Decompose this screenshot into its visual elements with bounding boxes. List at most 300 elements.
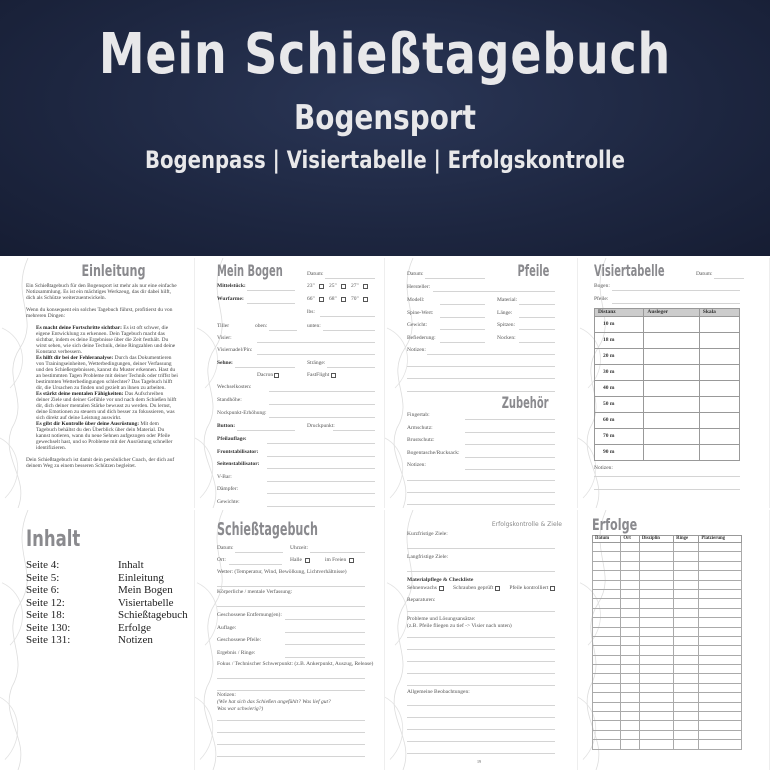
table-row	[593, 561, 742, 570]
benefit-item	[36, 355, 178, 391]
benefit-text: Mit dem Tagebuch behältst du den Überblick über dein Material. Du kannst notieren, wann du neue Sehnen aufgezogen oder Pfeile gewechselt hast, und so Probleme mit der Ausrüstung schneller identifizieren.	[36, 421, 173, 451]
toc-page: Seite 6:	[26, 584, 60, 596]
skala-cell	[699, 429, 739, 445]
field-label: Datum:	[407, 271, 424, 277]
table-cell	[593, 646, 621, 655]
ausleger-cell	[644, 445, 699, 461]
write-line	[269, 330, 297, 331]
field-label: Länge:	[497, 309, 513, 316]
table-cell	[621, 599, 639, 608]
checkbox-icon	[363, 284, 368, 289]
table-cell	[674, 552, 699, 561]
checkbox-icon	[319, 284, 324, 289]
write-line	[519, 329, 555, 330]
intro-paragraph: Ein Schießtagebuch für den Bogensport ist mehr als nur eine einfache Notizsammlung. Es ist ein mächtiges Werkzeug, das dir dabei hilft, dich als Schütze weiterzuentwickeln.	[26, 283, 177, 301]
ausleger-cell	[644, 413, 699, 429]
button-label: Button:	[217, 423, 236, 429]
field-label: Halle	[290, 557, 302, 563]
table-cell	[674, 674, 699, 683]
table-cell	[593, 683, 621, 692]
column-header: Ringe	[674, 536, 699, 543]
page-title: Mein Bogen	[217, 261, 283, 280]
table-cell	[699, 683, 742, 692]
table-cell	[674, 730, 699, 739]
write-line	[440, 329, 485, 330]
field-label: Notizen:	[407, 347, 426, 353]
field-label: Seitenstabilisator:	[217, 461, 260, 467]
table-cell	[699, 599, 742, 608]
table-cell	[674, 646, 699, 655]
checklist-label: Pfeile kontrolliert	[509, 585, 549, 591]
table-cell	[593, 571, 621, 580]
sehne-label: Sehne:	[217, 360, 233, 366]
table-cell	[699, 730, 742, 739]
table-row	[593, 730, 742, 739]
write-line	[327, 367, 375, 368]
field-label: Kurzfristige Ziele:	[407, 531, 448, 537]
field-label: Notizen:	[407, 462, 426, 468]
ausleger-cell	[644, 397, 699, 413]
field-label: Bogen:	[594, 283, 610, 289]
table-cell	[621, 683, 639, 692]
table-cell	[621, 636, 639, 645]
cover-banner	[0, 0, 770, 256]
skala-cell	[699, 349, 739, 365]
ausleger-cell	[644, 333, 699, 349]
page-title: Erfolge	[592, 515, 638, 534]
table-cell	[593, 636, 621, 645]
toc-label: Mein Bogen	[118, 584, 173, 596]
column-header: Skala	[699, 309, 739, 317]
distance-cell: 20 m	[595, 349, 644, 365]
write-line	[237, 430, 295, 431]
size-option: 70"	[351, 296, 359, 302]
page-title: Pfeile	[517, 261, 549, 280]
field-label: Befiederung:	[407, 334, 436, 341]
write-line	[407, 637, 555, 638]
skala-cell	[699, 381, 739, 397]
write-line	[217, 678, 365, 679]
benefit-heading: Es hilft dir bei der Fehleranalyse:	[36, 355, 114, 361]
druckpunkt-label: Druckpunkt:	[307, 423, 335, 429]
table-cell	[674, 693, 699, 702]
column-header: Datum	[593, 536, 621, 543]
write-line	[407, 611, 555, 612]
checkbox-icon	[550, 586, 555, 591]
table-cell	[699, 721, 742, 730]
table-cell	[699, 702, 742, 711]
toc-page: Seite 5:	[26, 571, 60, 584]
field-label: Spitzen:	[497, 322, 516, 328]
table-row	[595, 349, 740, 365]
checkbox-icon	[439, 586, 444, 591]
page-einleitung	[0, 258, 195, 508]
table-cell	[621, 674, 639, 683]
field-label: Frontstabilisator:	[217, 448, 259, 455]
table-cell	[699, 740, 742, 749]
unten-label: unten:	[307, 323, 321, 329]
toc-page: Seite 18:	[26, 609, 65, 621]
write-line	[425, 278, 485, 279]
table-cell	[639, 646, 673, 655]
table-cell	[593, 589, 621, 598]
field-label: Pfeile:	[594, 296, 609, 302]
table-cell	[639, 683, 673, 692]
ausleger-cell	[644, 365, 699, 381]
size-option: 27"	[351, 283, 359, 289]
distance-cell: 60 m	[595, 413, 644, 429]
write-line	[440, 342, 485, 343]
field-label: Mittelstück:	[217, 283, 246, 289]
section-heading: Materialpflege & Checkliste	[407, 577, 474, 583]
write-line	[465, 469, 555, 470]
column-header: Ort	[621, 536, 639, 543]
field-label: Wurfarme:	[217, 296, 244, 302]
table-cell	[674, 561, 699, 570]
field-label: Langfristige Ziele:	[407, 554, 449, 560]
table-cell	[674, 580, 699, 589]
table-cell	[674, 636, 699, 645]
page-title: Visiertabelle	[594, 261, 665, 280]
checkbox-icon	[319, 297, 324, 302]
checkbox-icon	[331, 373, 336, 378]
table-cell	[674, 702, 699, 711]
field-label: im Freien	[325, 557, 347, 563]
field-label: Datum:	[217, 545, 234, 551]
write-line	[407, 741, 555, 742]
table-cell	[593, 693, 621, 702]
table-cell	[639, 655, 673, 664]
write-line	[407, 504, 555, 505]
table-cell	[639, 599, 673, 608]
write-line	[285, 644, 365, 645]
tiller-label: Tiller	[217, 323, 230, 329]
table-row	[593, 655, 742, 664]
write-line	[465, 457, 555, 458]
table-cell	[674, 655, 699, 664]
table-cell	[674, 683, 699, 692]
table-header-row	[595, 309, 740, 317]
table-cell	[699, 665, 742, 674]
field-label: Brustschutz:	[407, 437, 435, 443]
table-cell	[699, 580, 742, 589]
write-line	[519, 317, 555, 318]
write-line	[247, 290, 295, 291]
page-title: Erfolgskontrolle & Ziele	[491, 521, 562, 528]
field-label: V-Bar:	[217, 473, 232, 480]
table-cell	[593, 580, 621, 589]
column-header: Distanz	[595, 309, 644, 317]
table-cell	[674, 599, 699, 608]
field-label: Gewicht:	[407, 322, 428, 328]
page-number: 19	[477, 759, 481, 764]
table-cell	[674, 712, 699, 721]
write-line	[407, 391, 555, 392]
field-label: Visiernadel/Pin:	[217, 347, 253, 353]
page-mein-bogen	[195, 258, 385, 508]
benefit-list	[26, 325, 178, 451]
table-cell	[593, 552, 621, 561]
table-cell	[593, 599, 621, 608]
ausleger-cell	[644, 349, 699, 365]
write-line	[407, 571, 555, 572]
table-cell	[639, 674, 673, 683]
write-line	[594, 476, 740, 477]
write-line	[269, 391, 375, 392]
toc-label: Erfolge	[118, 621, 151, 634]
lbs-label: lbs:	[307, 309, 315, 315]
table-cell	[699, 693, 742, 702]
table-cell	[674, 740, 699, 749]
table-cell	[593, 608, 621, 617]
write-line	[257, 354, 375, 355]
table-cell	[674, 571, 699, 580]
write-line	[594, 489, 740, 490]
field-label: Visier:	[217, 335, 232, 341]
table-cell	[593, 721, 621, 730]
distance-cell: 30 m	[595, 365, 644, 381]
sight-table	[594, 308, 740, 461]
skala-cell	[699, 365, 739, 381]
notes-hint: (Wie hat sich das Schießen angefühlt? Was lief gut?	[217, 699, 331, 705]
datum-label: Datum:	[307, 271, 324, 277]
field-label: Wetter: (Temperatur, Wind, Bewölkung, Lichtverhältnisse)	[217, 569, 347, 575]
toc-page: Seite 131:	[26, 634, 71, 646]
distance-cell: 18 m	[595, 333, 644, 349]
benefit-heading: Es gibt dir Kontrolle über deine Ausrüstung:	[36, 421, 140, 427]
ausleger-cell	[644, 317, 699, 333]
table-cell	[699, 571, 742, 580]
toc-label: Inhalt	[118, 559, 144, 571]
table-row	[593, 721, 742, 730]
table-row	[595, 317, 740, 333]
write-line	[247, 303, 295, 304]
write-line	[217, 756, 365, 757]
hint-text: (z.B. Pfeile fliegen zu tief -> Visier nach unten)	[407, 623, 512, 629]
oben-label: oben:	[255, 323, 268, 329]
field-label: Notizen:	[217, 692, 236, 698]
write-line	[217, 744, 365, 745]
table-cell	[699, 712, 742, 721]
write-line	[217, 720, 365, 721]
skala-cell	[699, 317, 739, 333]
table-cell	[621, 721, 639, 730]
table-row	[593, 571, 742, 580]
table-cell	[593, 674, 621, 683]
field-label: Körperliche / mentale Verfassung:	[217, 589, 293, 595]
table-row	[595, 413, 740, 429]
write-line	[269, 404, 375, 405]
table-header-row	[593, 536, 742, 543]
table-row	[593, 636, 742, 645]
table-cell	[621, 730, 639, 739]
notes-hint: Was war schwierig?)	[217, 706, 264, 712]
benefit-heading: Es stärkt deine mentalen Fähigkeiten:	[36, 391, 124, 397]
table-cell	[639, 589, 673, 598]
checklist-row	[407, 586, 555, 592]
benefit-text: Durch das Dokumentieren von Trainingseinheiten, Wetterbedingungen, deiner Verfassung und den Schießergebnissen, kannst du Muster erkennen. Hast du an bestimmten Tagen Probleme mit deiner Technik oder triffst bei bestimmten Wetterbedingungen schlechter? Das Tagebuch hilft dir, die Ursachen zu finden und gezielt an ihnen zu arbeiten.	[36, 355, 178, 391]
table-cell	[699, 674, 742, 683]
toc-page: Seite 130:	[26, 621, 71, 634]
field-label: Hersteller:	[407, 284, 431, 290]
table-row	[593, 543, 742, 552]
table-cell	[593, 665, 621, 674]
table-cell	[621, 561, 639, 570]
toc-page: Seite 4:	[26, 559, 60, 571]
book-title: Mein Schießtagebuch	[98, 22, 672, 87]
distance-cell: 90 m	[595, 445, 644, 461]
field-label: Ort:	[217, 557, 226, 563]
field-label: Geschossene Pfeile:	[217, 637, 262, 643]
table-cell	[674, 665, 699, 674]
field-label: Ergebnis / Ringe:	[217, 649, 256, 656]
table-cell	[621, 543, 639, 552]
table-row	[595, 381, 740, 397]
table-cell	[639, 702, 673, 711]
distance-cell: 50 m	[595, 397, 644, 413]
write-line	[217, 690, 365, 691]
table-row	[593, 693, 742, 702]
field-label: Gewichte:	[217, 498, 240, 505]
toc-page: Seite 12:	[26, 596, 65, 609]
table-cell	[593, 702, 621, 711]
ausleger-cell	[644, 429, 699, 445]
write-line	[612, 290, 740, 291]
write-line	[440, 317, 485, 318]
write-line	[407, 729, 555, 730]
table-cell	[699, 552, 742, 561]
table-cell	[621, 693, 639, 702]
table-cell	[593, 561, 621, 570]
table-cell	[639, 608, 673, 617]
column-header: Platzierung	[699, 536, 742, 543]
table-cell	[699, 618, 742, 627]
field-label: Dämpfer:	[217, 486, 239, 492]
field-label: Modell:	[407, 297, 425, 303]
field-label: Material:	[497, 297, 518, 303]
field-label: Datum:	[696, 271, 713, 277]
size-option: 23"	[307, 283, 315, 289]
benefit-heading: Es macht deine Fortschritte sichtbar:	[36, 325, 122, 331]
table-cell	[639, 721, 673, 730]
table-cell	[621, 655, 639, 664]
size-option: 68"	[329, 296, 337, 302]
page-title: Einleitung	[81, 261, 146, 280]
column-header: Disziplin	[639, 536, 673, 543]
write-line	[333, 430, 375, 431]
distance-cell: 70 m	[595, 429, 644, 445]
table-row	[593, 552, 742, 561]
field-label: Notizen:	[594, 465, 613, 471]
field-label: Armschutz:	[407, 424, 433, 431]
write-line	[235, 367, 295, 368]
table-row	[593, 712, 742, 721]
table-cell	[699, 627, 742, 636]
write-line	[320, 316, 375, 317]
table-cell	[639, 627, 673, 636]
write-line	[407, 492, 555, 493]
write-line	[285, 657, 365, 658]
field-label: Fokus / Technischer Schwerpunkt: (z.B. Ankerpunkt, Auszug, Release)	[217, 661, 374, 667]
table-row	[593, 580, 742, 589]
checkbox-icon	[305, 558, 310, 563]
table-cell	[674, 608, 699, 617]
table-cell	[639, 740, 673, 749]
table-cell	[639, 618, 673, 627]
table-cell	[639, 561, 673, 570]
field-label: Allgemeine Beobachtungen:	[407, 689, 470, 695]
benefit-text: Das Aufschreiben deiner Ziele und deiner Gefühle vor und nach dem Schießen hilft dir, dich deiner mentalen Stärke bewusst zu werden. Du lernst, deine Emotionen zu steuern und dich besser zu fokussieren, was sich direkt auf deine Leistung auswirkt.	[36, 391, 177, 421]
page-title: Schießtagebuch	[217, 519, 318, 540]
field-label: Uhrzeit:	[290, 545, 309, 551]
write-line	[407, 717, 555, 718]
table-row	[593, 665, 742, 674]
write-line	[407, 378, 555, 379]
field-label: Nocken:	[497, 334, 516, 341]
intro-text	[26, 283, 178, 475]
table-cell	[593, 618, 621, 627]
table-row	[593, 608, 742, 617]
skala-cell	[699, 445, 739, 461]
table-row	[593, 618, 742, 627]
table-cell	[699, 655, 742, 664]
write-line	[267, 443, 375, 444]
table-row	[593, 627, 742, 636]
write-line	[267, 468, 375, 469]
benefit-text: Es ist oft schwer, die eigene Entwicklung zu erkennen. Dein Tagebuch macht das sichtbar, indem es deine Ergebnisse über die Zeit festhält. Du wirst sehen, wie sich deine Technik, deine Ringzahlen und deine Konstanz verbessern.	[36, 325, 176, 355]
write-line	[325, 278, 375, 279]
distance-cell: 10 m	[595, 317, 644, 333]
table-cell	[674, 721, 699, 730]
write-line	[714, 278, 744, 279]
write-line	[407, 480, 555, 481]
column-header: Ausleger	[644, 309, 699, 317]
write-line	[285, 632, 365, 633]
table-cell	[639, 730, 673, 739]
toc-label: Notizen	[118, 634, 153, 646]
write-line	[217, 586, 365, 587]
table-cell	[674, 627, 699, 636]
checklist-label: Sehnenwachs	[407, 585, 437, 591]
table-row	[593, 740, 742, 749]
write-line	[433, 291, 555, 292]
page-title: Inhalt	[26, 527, 81, 552]
table-cell	[621, 608, 639, 617]
table-cell	[593, 655, 621, 664]
write-line	[235, 552, 283, 553]
table-cell	[593, 543, 621, 552]
field-label: Nockpunkt-Erhöhung:	[217, 410, 267, 416]
checkbox-icon	[349, 558, 354, 563]
table-cell	[639, 693, 673, 702]
checkbox-icon	[341, 297, 346, 302]
book-subtitle: Bogensport	[294, 98, 476, 138]
table-cell	[699, 589, 742, 598]
table-cell	[639, 636, 673, 645]
benefit-item	[36, 325, 178, 355]
table-row	[593, 683, 742, 692]
write-line	[465, 419, 555, 420]
write-line	[519, 304, 555, 305]
size-option: 66"	[307, 296, 315, 302]
table-cell	[639, 580, 673, 589]
table-cell	[621, 589, 639, 598]
skala-cell	[699, 333, 739, 349]
table-cell	[621, 702, 639, 711]
table-cell	[621, 552, 639, 561]
write-line	[407, 685, 555, 686]
skala-cell	[699, 413, 739, 429]
